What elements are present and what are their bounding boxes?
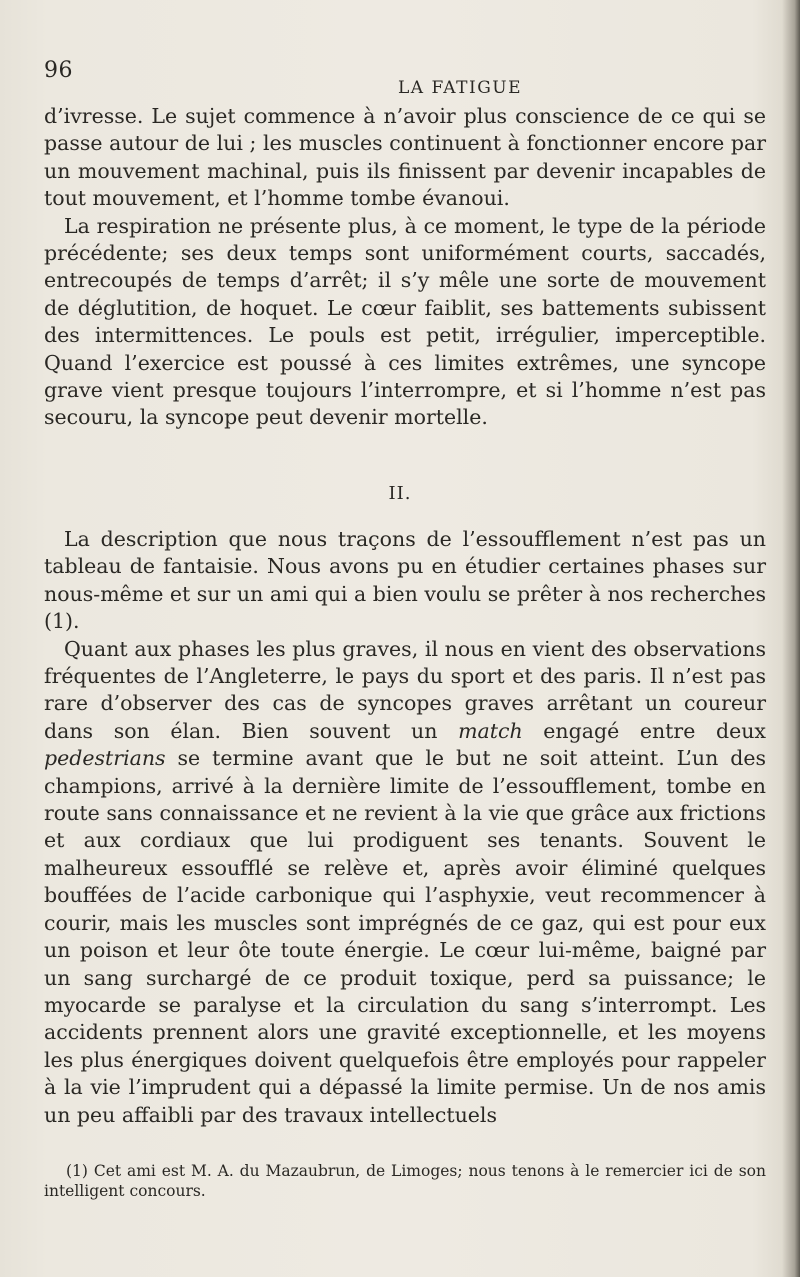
text-run: engagé entre deux [522, 718, 766, 743]
running-title: LA FATIGUE [398, 78, 523, 98]
paragraph-respiration: La respiration ne présente plus, à ce moment, le type de la période précédente; ses deux temps sont uniformément courts, saccadés, entrecoupés de temps d’arrêt; il s’y mêle une sorte de mouvement de déglutition, de hoquet. Le cœur faiblit, ses battements subissent des intermittences. Le pouls est petit, irrégulier, imperceptible. Quand l’exercice est poussé à ces limites extrêmes, une syncope grave vient presque toujours l’interrompre, et si l’homme n’est pas secouru, la syncope peut devenir mortelle. [44, 213, 766, 430]
text-run: Quant aux phases les plus graves, il nous en vient des observations fréquentes de l’Angleterre, le pays du sport et des paris. Il n’est pas rare d’observer des cas de syncopes graves arrêtant un coureur dans son élan. Bien souvent un [44, 636, 766, 743]
page-edge-shadow [782, 0, 800, 1277]
section-heading-ii: II. [388, 483, 412, 504]
paragraph-grave-phases [44, 636, 766, 1129]
footnote-text: (1) Cet ami est M. A. du Mazaubrun, de Limoges; nous tenons à le remercier ici de son intelligent concours. [44, 1162, 766, 1200]
text-run: se termine avant que le but ne soit atteint. L’un des champions, arrivé à la dernière limite de l’essoufflement, tombe en route sans connaissance et ne revient à la vie que grâce aux frictions et aux cordiaux que lui prodiguent ses tenants. Souvent le malheureux essoufflé se relève et, après avoir éliminé quelques bouffées de l’acide carbonique qui l’asphyxie, veut recommencer à courir, mais les muscles sont imprégnés de ce gaz, qui est pour eux un poison et leur ôte toute énergie. Le cœur lui-même, baigné par un sang surchargé de ce produit toxique, perd sa puissance; le myocarde se paralyse et la circulation du sang s’interrompt. Les accidents prennent alors une gravité exceptionnelle, et les moyens les plus énergiques doivent quelquefois être employés pour rappeler à la vie l’imprudent qui a dépassé la limite permise. Un de nos amis un peu affaibli par des travaux intellectuels [44, 746, 766, 1127]
section-1-body [44, 103, 766, 432]
paragraph-description: La description que nous traçons de l’essoufflement n’est pas un tableau de fantaisie. Nous avons pu en étudier certaines phases sur nous-même et sur un ami qui a bien voulu se prêter à nos recherches (1). [44, 527, 766, 634]
italic-term-match: match [458, 718, 523, 743]
italic-term-pedestrians: pedestrians [44, 746, 166, 771]
paragraph-continued: d’ivresse. Le sujet commence à n’avoir plus conscience de ce qui se passe autour de lui ; les muscles continuent à fonctionner encore par un mouvement machinal, puis ils finissent par devenir incapables de tout mouvement, et l’homme tombe évanoui. [44, 104, 766, 211]
footnote [44, 1162, 766, 1201]
page-number: 96 [44, 58, 73, 83]
section-2-body [44, 526, 766, 1129]
